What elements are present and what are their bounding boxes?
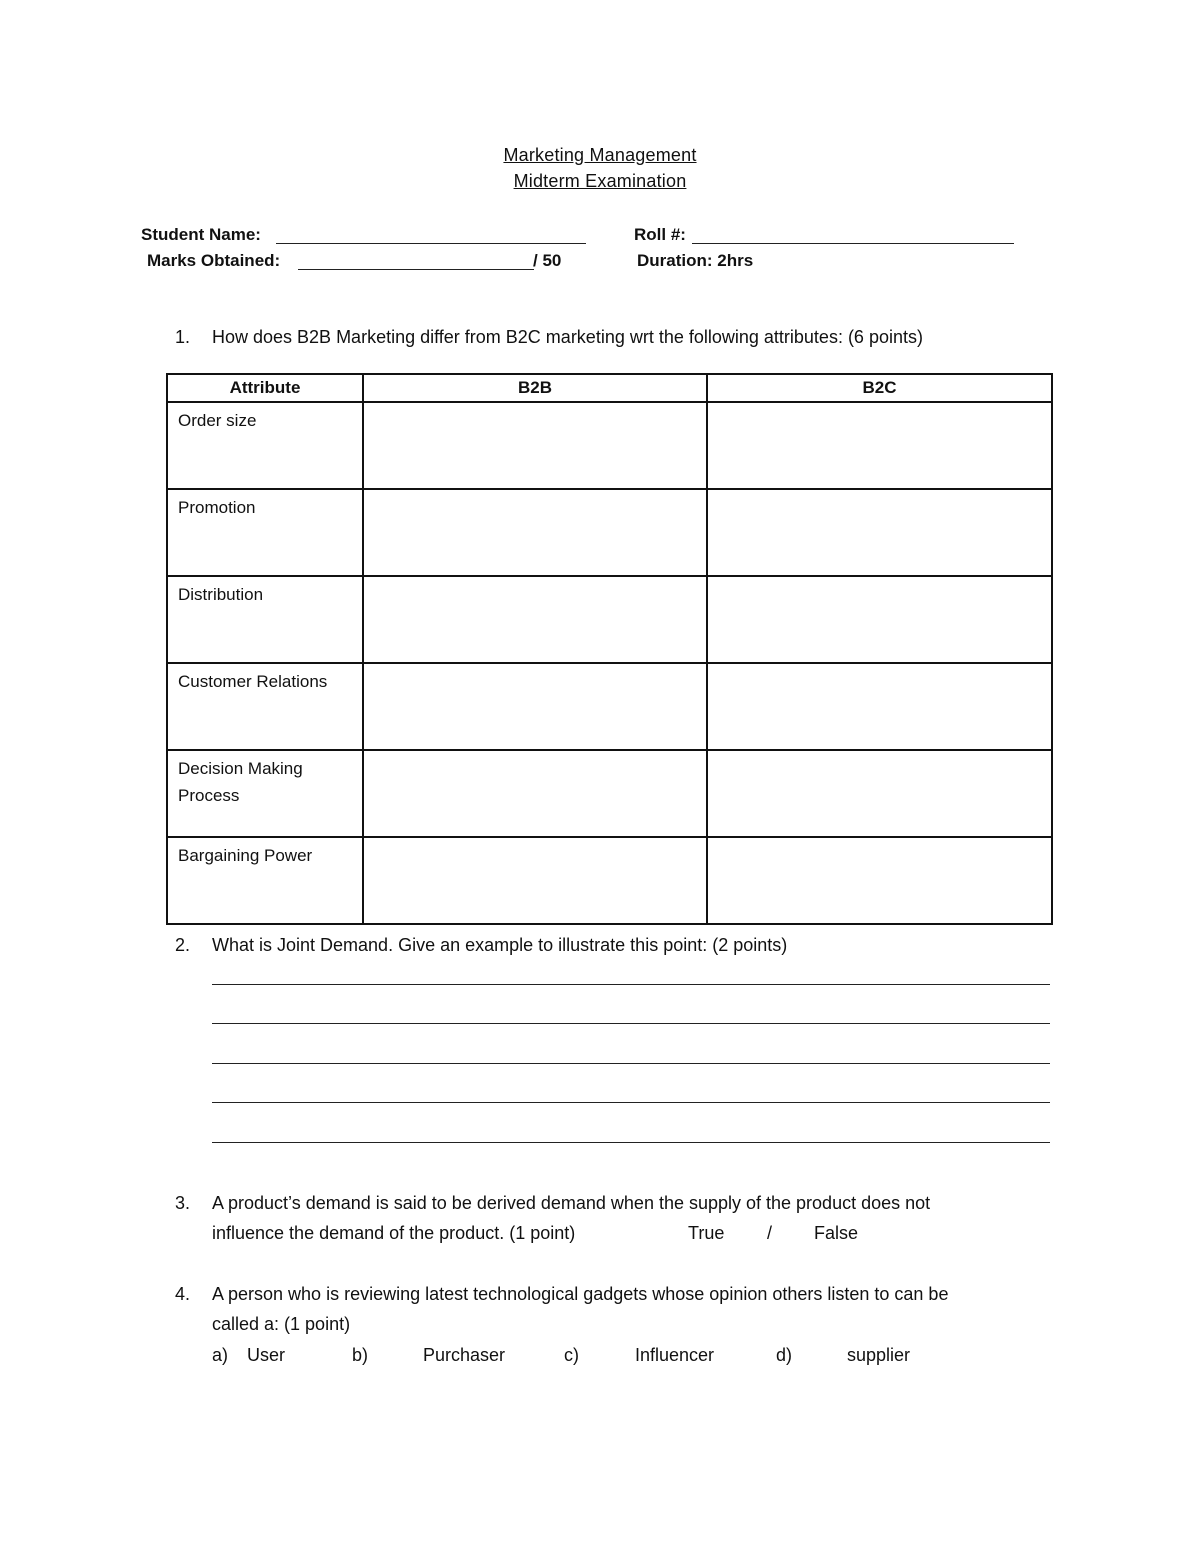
option-b-purchaser[interactable]: Purchaser xyxy=(423,1345,506,1365)
marks-obtained-field[interactable] xyxy=(298,269,534,270)
duration-text: Duration: 2hrs xyxy=(637,251,754,270)
student-name-field[interactable] xyxy=(276,243,586,244)
column-header-b2b: B2B xyxy=(363,374,707,402)
marks-total: / 50 xyxy=(533,251,562,270)
exam-title: Marketing Management xyxy=(503,145,697,165)
question-3-text-line-2: influence the demand of the product. (1 point) xyxy=(212,1223,576,1243)
table-row xyxy=(167,750,1052,837)
roll-label: Roll #: xyxy=(634,225,686,244)
option-d-letter: d) xyxy=(776,1345,793,1365)
question-3-number: 3. xyxy=(175,1193,191,1213)
table-header-row xyxy=(167,374,1052,402)
answer-line[interactable] xyxy=(212,1142,1050,1143)
attribute-cell: Distribution xyxy=(167,576,363,663)
question-1-number: 1. xyxy=(175,327,191,347)
answer-line[interactable] xyxy=(212,1102,1050,1103)
option-separator: / xyxy=(767,1223,773,1243)
table-row xyxy=(167,837,1052,924)
question-3-text-line-1: A product’s demand is said to be derived demand when the supply of the product does not xyxy=(212,1193,931,1213)
table-row xyxy=(167,576,1052,663)
b2c-answer-cell[interactable] xyxy=(707,837,1052,924)
answer-line[interactable] xyxy=(212,984,1050,985)
b2b-answer-cell[interactable] xyxy=(363,750,707,837)
attribute-cell: Customer Relations xyxy=(167,663,363,750)
b2b-answer-cell[interactable] xyxy=(363,402,707,489)
b2b-answer-cell[interactable] xyxy=(363,576,707,663)
table-row xyxy=(167,402,1052,489)
attribute-cell: Decision Making Process xyxy=(167,750,363,837)
question-4-text-line-2: called a: (1 point) xyxy=(212,1314,351,1334)
true-option[interactable]: True xyxy=(688,1223,725,1243)
column-header-attribute: Attribute xyxy=(167,374,363,402)
answer-line[interactable] xyxy=(212,1023,1050,1024)
table-row xyxy=(167,489,1052,576)
option-b-letter: b) xyxy=(352,1345,369,1365)
b2c-answer-cell[interactable] xyxy=(707,663,1052,750)
marks-obtained-label: Marks Obtained: xyxy=(147,251,281,270)
b2b-answer-cell[interactable] xyxy=(363,663,707,750)
option-d-supplier[interactable]: supplier xyxy=(847,1345,911,1365)
b2c-answer-cell[interactable] xyxy=(707,576,1052,663)
attributes-table xyxy=(166,373,1053,925)
b2c-answer-cell[interactable] xyxy=(707,402,1052,489)
attribute-cell: Promotion xyxy=(167,489,363,576)
attribute-cell: Order size xyxy=(167,402,363,489)
roll-field[interactable] xyxy=(692,243,1014,244)
question-1-text: How does B2B Marketing differ from B2C marketing wrt the following attributes: (6 points) xyxy=(212,327,923,347)
question-4-text-line-1: A person who is reviewing latest technological gadgets whose opinion others listen to can be xyxy=(212,1284,949,1304)
option-c-influencer[interactable]: Influencer xyxy=(635,1345,715,1365)
question-2-text: What is Joint Demand. Give an example to illustrate this point: (2 points) xyxy=(212,935,788,955)
exam-subtitle: Midterm Examination xyxy=(513,171,687,191)
question-4-number: 4. xyxy=(175,1284,191,1304)
column-header-b2c: B2C xyxy=(707,374,1052,402)
false-option[interactable]: False xyxy=(814,1223,859,1243)
b2b-answer-cell[interactable] xyxy=(363,489,707,576)
option-a-letter: a) xyxy=(212,1345,229,1365)
b2b-answer-cell[interactable] xyxy=(363,837,707,924)
option-c-letter: c) xyxy=(564,1345,579,1365)
student-name-label: Student Name: xyxy=(141,225,261,244)
b2c-answer-cell[interactable] xyxy=(707,750,1052,837)
option-a-user[interactable]: User xyxy=(247,1345,286,1365)
table-row xyxy=(167,663,1052,750)
answer-line[interactable] xyxy=(212,1063,1050,1064)
attribute-cell: Bargaining Power xyxy=(167,837,363,924)
question-2-number: 2. xyxy=(175,935,191,955)
b2c-answer-cell[interactable] xyxy=(707,489,1052,576)
